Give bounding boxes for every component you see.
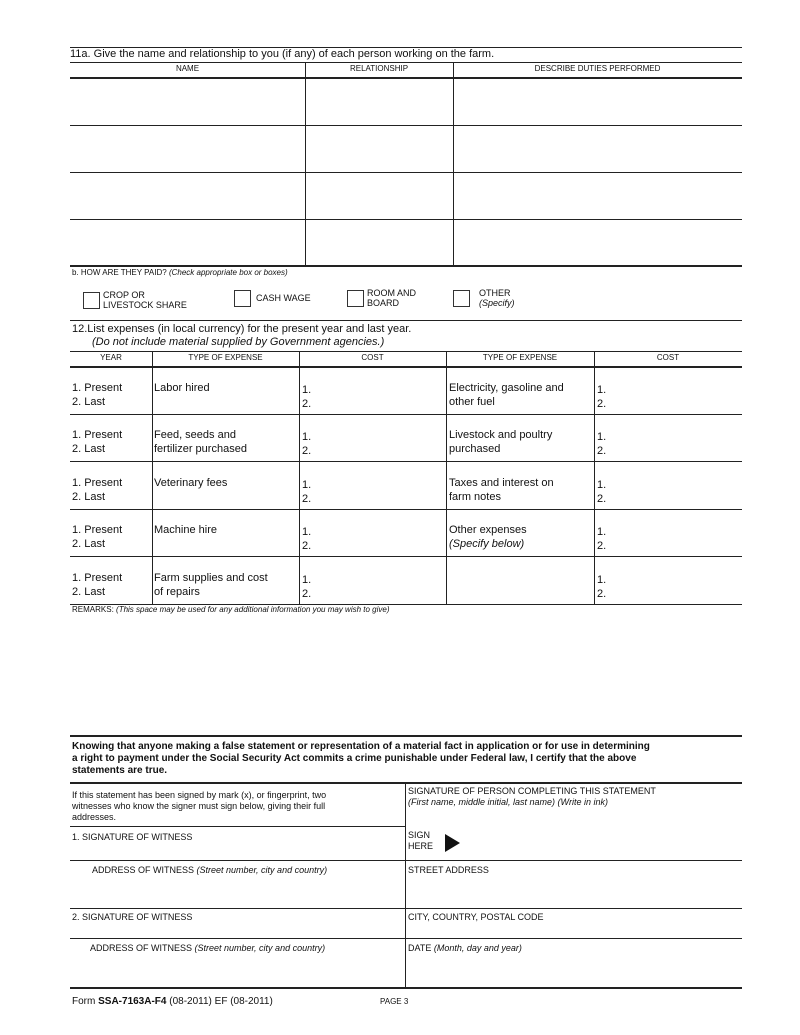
witness2-address-label: ADDRESS OF WITNESS — [90, 943, 193, 953]
form-prefix: Form — [72, 996, 99, 1007]
cost-left-last: 2. — [302, 540, 312, 553]
q12-label: 12.List expenses (in local currency) for the present year and last year. — [72, 323, 412, 335]
worker-duties-fields[interactable] — [454, 79, 742, 265]
checkbox-crop-share[interactable] — [83, 292, 100, 309]
checkbox-cash-wage[interactable] — [234, 290, 251, 307]
header-duties: DESCRIBE DUTIES PERFORMED — [534, 64, 661, 73]
expense-type-right-cont: farm notes — [449, 490, 501, 503]
witness-intro-1: If this statement has been signed by mark (x), or fingerprint, two — [72, 790, 327, 800]
sign-label: SIGN — [408, 830, 431, 840]
witness-intro-3: addresses. — [72, 812, 117, 822]
signer-hint: (First name, middle initial, last name) (Write in ink) — [408, 797, 609, 807]
option-other-line2: (Specify) — [479, 298, 515, 308]
expense-type-right: Electricity, gasoline and — [449, 382, 564, 394]
expense-type-right-cont: other fuel — [449, 396, 495, 408]
header-relationship: RELATIONSHIP — [349, 64, 409, 73]
expense-type-left: Labor hired — [154, 382, 210, 394]
cost-left-present: 1. — [302, 478, 312, 491]
checkbox-room-board[interactable] — [347, 290, 364, 307]
option-cash-wage: CASH WAGE — [256, 293, 311, 303]
year-present-label: 1. Present — [72, 524, 123, 537]
city-field[interactable] — [406, 923, 742, 937]
cost-right-field[interactable] — [612, 379, 740, 413]
remarks-hint: (This space may be used for any additional information you may wish to give) — [116, 605, 390, 614]
witness2-address-hint: (Street number, city and country) — [194, 943, 326, 953]
cost-right-present: 1. — [597, 431, 607, 444]
here-label: HERE — [408, 841, 434, 851]
year-present-label: 1. Present — [72, 382, 123, 394]
option-room-line1: ROOM AND — [367, 288, 417, 298]
date-field[interactable] — [406, 955, 742, 986]
worker-name-fields[interactable] — [70, 79, 305, 265]
header-cost-right: COST — [656, 353, 680, 362]
street-address-label: STREET ADDRESS — [408, 865, 489, 875]
expense-type-left: Farm supplies and cost — [154, 571, 268, 584]
expense-type-right-cont: (Specify below) — [449, 538, 525, 551]
cost-right-field[interactable] — [612, 521, 740, 555]
form-number — [72, 996, 273, 1008]
expense-type-right: Taxes and interest on — [449, 476, 554, 489]
cost-left-last: 2. — [302, 445, 312, 458]
city-label: CITY, COUNTRY, POSTAL CODE — [408, 912, 544, 922]
header-year: YEAR — [100, 353, 122, 362]
header-name: NAME — [175, 64, 200, 73]
cost-left-present: 1. — [302, 431, 312, 444]
expense-type-left-cont: fertilizer purchased — [154, 443, 247, 456]
cost-right-present: 1. — [597, 573, 607, 586]
expense-type-left-cont: of repairs — [154, 585, 200, 598]
cost-left-field[interactable] — [317, 379, 444, 413]
header-type-left: TYPE OF EXPENSE — [188, 353, 263, 362]
cost-right-last: 2. — [597, 587, 607, 600]
street-address-field[interactable] — [406, 878, 742, 907]
expense-type-right: Livestock and poultry — [449, 429, 553, 442]
remarks-field[interactable] — [70, 617, 742, 733]
witness2-address-field[interactable] — [70, 955, 405, 986]
witness1-signature-field[interactable] — [70, 844, 405, 859]
cost-left-last: 2. — [302, 587, 312, 600]
cost-left-field[interactable] — [317, 521, 444, 555]
option-crop-line1: CROP OR — [103, 290, 145, 300]
date-label: DATE — [408, 943, 432, 953]
header-type-right: TYPE OF EXPENSE — [482, 353, 558, 362]
form-suffix: (08-2011) EF (08-2011) — [166, 996, 273, 1007]
expense-type-right: Other expenses — [449, 524, 527, 537]
q11a-label: 11a. Give the name and relationship to you (if any) of each person working on the farm. — [70, 48, 495, 60]
cost-left-last: 2. — [302, 398, 312, 410]
year-last-label: 2. Last — [72, 490, 106, 503]
signer-label: SIGNATURE OF PERSON COMPLETING THIS STATEMENT — [408, 786, 656, 796]
cost-right-field[interactable] — [612, 474, 740, 508]
date-hint: (Month, day and year) — [433, 943, 522, 953]
cost-left-present: 1. — [302, 573, 312, 586]
cost-left-present: 1. — [302, 526, 312, 539]
witness1-address-label: ADDRESS OF WITNESS — [92, 865, 195, 875]
year-present-label: 1. Present — [72, 571, 123, 584]
cost-right-present: 1. — [597, 526, 607, 539]
witness1-address-hint: (Street number, city and country) — [196, 865, 328, 875]
witness-intro-2: witnesses who know the signer must sign below, giving their full — [72, 801, 326, 811]
cost-right-present: 1. — [597, 478, 607, 491]
q11b-label: b. HOW ARE THEY PAID? — [72, 268, 167, 277]
expense-type-left: Machine hire — [154, 524, 217, 537]
option-crop-line2: LIVESTOCK SHARE — [103, 300, 187, 310]
year-last-label: 2. Last — [72, 396, 106, 408]
cost-right-last: 2. — [597, 492, 607, 505]
signer-signature-field[interactable] — [465, 810, 742, 859]
year-last-label: 2. Last — [72, 443, 106, 456]
witness1-signature-label: 1. SIGNATURE OF WITNESS — [72, 832, 193, 842]
year-last-label: 2. Last — [72, 585, 106, 598]
option-room-line2: BOARD — [367, 298, 400, 308]
remarks-label: REMARKS: — [72, 605, 114, 614]
sign-here-arrow-icon — [445, 834, 460, 852]
witness2-signature-label: 2. SIGNATURE OF WITNESS — [72, 912, 193, 922]
cost-left-field[interactable] — [317, 426, 444, 460]
certify-line2: a right to payment under the Social Security Act commits a crime punishable under Federal law, I certify that the above — [72, 753, 637, 764]
expense-type-left: Feed, seeds and — [154, 429, 236, 442]
certify-line3: statements are true. — [72, 765, 168, 776]
cost-left-field[interactable] — [317, 569, 444, 603]
option-other-line1: OTHER — [479, 288, 511, 298]
cost-right-last: 2. — [597, 540, 607, 553]
q12-note: (Do not include material supplied by Government agencies.) — [92, 336, 385, 348]
cost-left-present: 1. — [302, 384, 312, 396]
year-last-label: 2. Last — [72, 538, 106, 551]
cost-left-last: 2. — [302, 492, 312, 505]
worker-relationship-fields[interactable] — [306, 79, 453, 265]
witness1-address-field[interactable] — [70, 878, 405, 907]
header-cost-left: COST — [361, 353, 384, 362]
cost-left-field[interactable] — [317, 474, 444, 508]
expense-type-right-cont: purchased — [449, 443, 501, 456]
witness2-signature-field[interactable] — [70, 923, 405, 937]
cost-right-present: 1. — [597, 384, 607, 396]
cost-right-last: 2. — [597, 398, 607, 410]
cost-right-field[interactable] — [612, 569, 740, 603]
q11b-hint: (Check appropriate box or boxes) — [168, 268, 288, 277]
expense-type-left: Veterinary fees — [154, 476, 228, 489]
cost-right-field[interactable] — [612, 426, 740, 460]
year-present-label: 1. Present — [72, 429, 123, 442]
checkbox-other[interactable] — [453, 290, 470, 307]
form-id: SSA-7163A-F4 — [98, 996, 167, 1007]
year-present-label: 1. Present — [72, 476, 123, 489]
cost-right-last: 2. — [597, 445, 607, 458]
certify-line1: Knowing that anyone making a false statement or representation of a material fact in application or for use in determining — [72, 741, 650, 752]
page-number: PAGE 3 — [380, 997, 409, 1006]
